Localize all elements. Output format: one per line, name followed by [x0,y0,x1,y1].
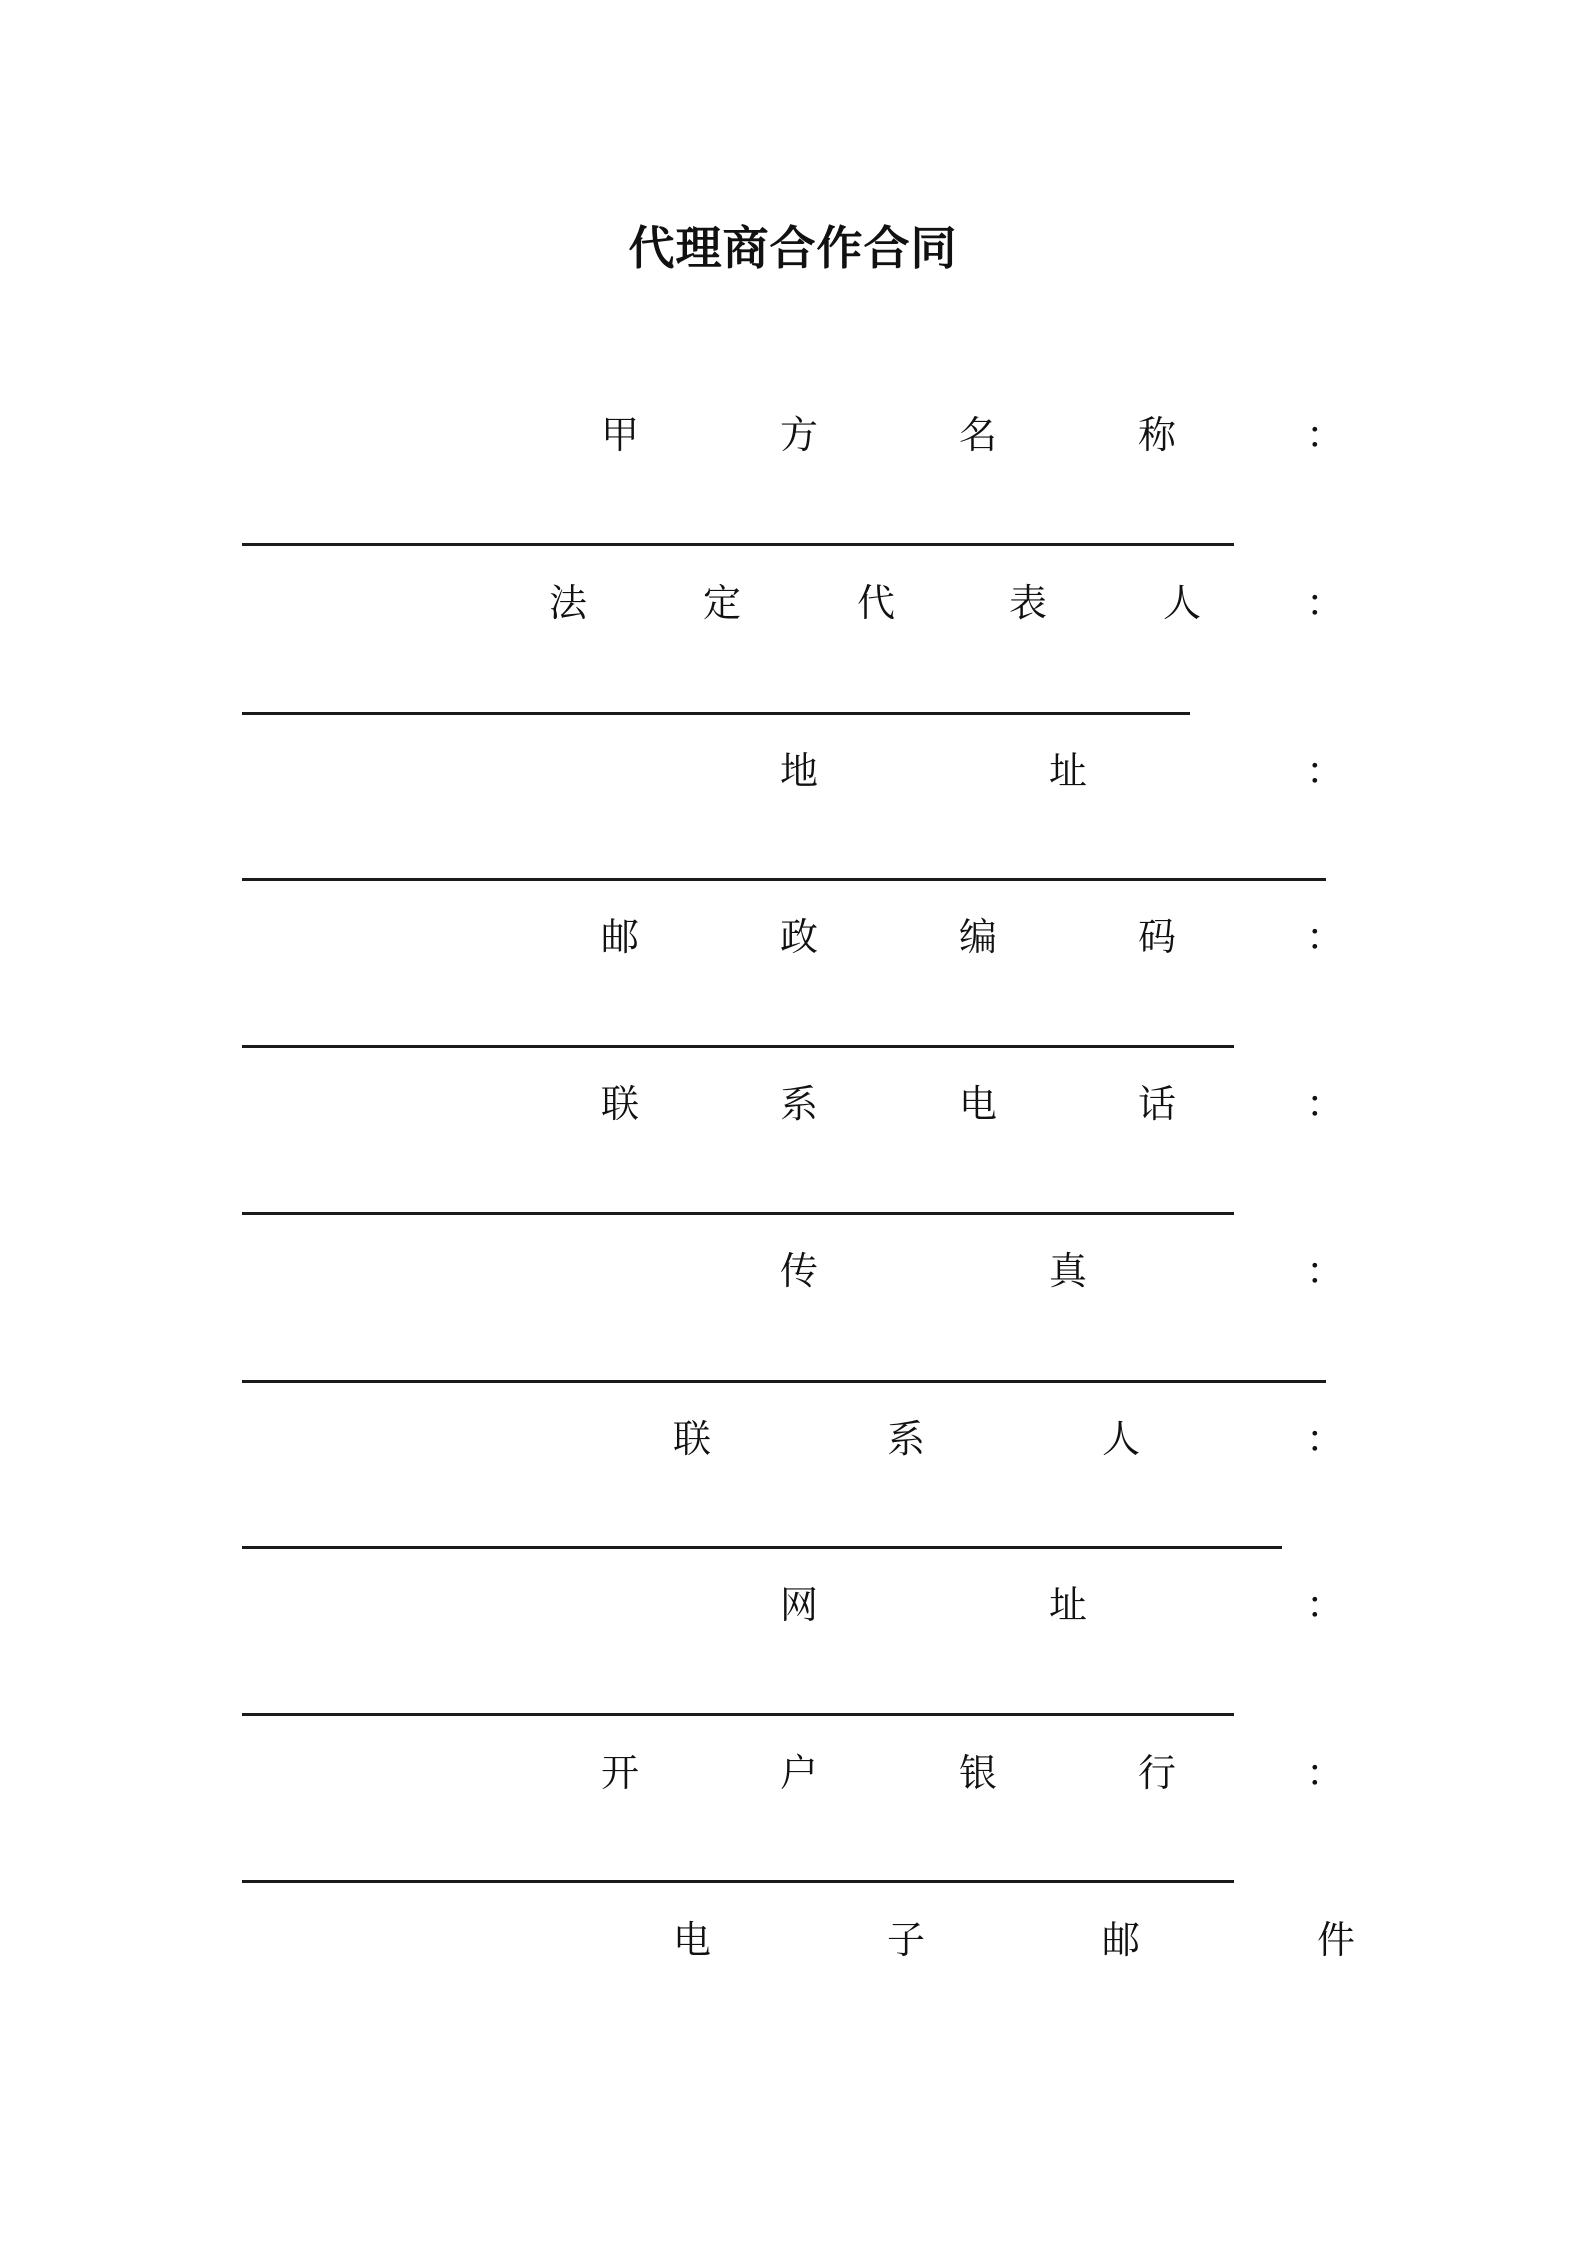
field-label-legal-representative [0,573,1586,633]
label-char: 系 [779,1082,819,1126]
label-char: 件 [1316,1918,1356,1962]
label-char: 名 [958,413,998,457]
fill-in-line [242,1546,1282,1549]
label-char: 系 [886,1417,926,1461]
field-label-contact-person [0,1409,1586,1469]
document-title: 代理商合作合同 [628,221,958,275]
label-char: 开 [600,1751,640,1795]
label-char: 话 [1137,1082,1177,1126]
label-colon: ： [1305,1082,1345,1126]
field-label-contact-phone [0,1074,1586,1134]
label-char: 联 [600,1082,640,1126]
label-char: 地 [779,749,819,793]
label-colon: ： [1305,1583,1345,1627]
fill-in-line [242,543,1234,546]
fill-in-line [242,1880,1234,1883]
label-char: 联 [672,1417,712,1461]
label-char: 行 [1137,1751,1177,1795]
label-char: 户 [779,1751,819,1795]
label-colon: ： [1305,1751,1345,1795]
label-char: 邮 [1101,1918,1141,1962]
fill-in-line [242,1045,1234,1048]
label-char: 表 [1008,581,1048,625]
label-char: 电 [672,1918,712,1962]
label-char: 称 [1137,413,1177,457]
field-label-email [0,1910,1586,1970]
label-colon: ： [1305,1417,1345,1461]
field-label-bank [0,1743,1586,1803]
fill-in-line [242,1212,1234,1215]
label-char: 人 [1101,1417,1141,1461]
label-colon: ： [1305,749,1345,793]
label-char: 址 [1048,749,1088,793]
label-char: 编 [958,915,998,959]
label-colon: ： [1305,1249,1345,1293]
fill-in-line [242,1713,1234,1716]
label-char: 法 [548,581,588,625]
fill-in-line [242,712,1190,715]
fill-in-line [242,1380,1326,1383]
label-char: 真 [1048,1249,1088,1293]
label-colon: ： [1305,413,1345,457]
label-colon: ： [1305,581,1345,625]
label-char: 电 [958,1082,998,1126]
label-char: 定 [702,581,742,625]
label-char: 方 [779,413,819,457]
label-char: 甲 [600,413,640,457]
label-char: 子 [886,1918,926,1962]
field-label-fax [0,1241,1586,1301]
fill-in-line [242,878,1326,881]
label-char: 网 [779,1583,819,1627]
label-char: 邮 [600,915,640,959]
label-char: 人 [1162,581,1202,625]
label-char: 政 [779,915,819,959]
label-char: 传 [779,1249,819,1293]
label-char: 银 [958,1751,998,1795]
field-label-address [0,741,1586,801]
label-char: 码 [1137,915,1177,959]
field-label-postal-code [0,907,1586,967]
label-colon: ： [1305,915,1345,959]
field-label-website [0,1575,1586,1635]
label-char: 代 [856,581,896,625]
label-char: 址 [1048,1583,1088,1627]
field-label-party-a-name [0,405,1586,465]
